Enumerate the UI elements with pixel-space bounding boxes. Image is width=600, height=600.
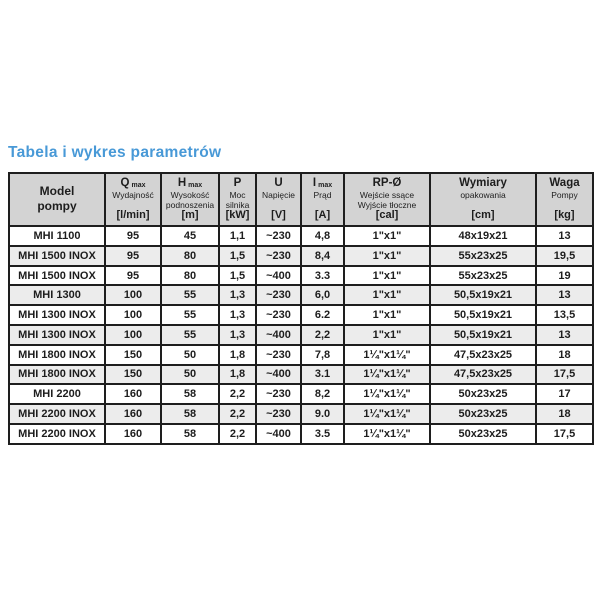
cell-dimensions: 50,5x19x21 — [430, 305, 536, 325]
header-q-unit: [l/min] — [116, 209, 150, 222]
cell-p: 2,2 — [219, 424, 256, 444]
header-p-unit: [kW] — [225, 209, 250, 222]
header-p-symbol: P — [233, 177, 242, 189]
column-header-h — [161, 173, 219, 226]
cell-rp: 1"x1" — [344, 246, 430, 266]
cell-i: 6,0 — [301, 285, 344, 305]
header-weight-unit: [kg] — [554, 209, 575, 222]
cell-dimensions: 48x19x21 — [430, 226, 536, 246]
cell-weight: 18 — [536, 404, 593, 424]
cell-model: MHI 1500 INOX — [9, 246, 105, 266]
cell-rp: 1"x1" — [344, 266, 430, 286]
cell-h: 55 — [161, 285, 219, 305]
cell-h: 55 — [161, 325, 219, 345]
cell-u: ~230 — [256, 345, 301, 365]
cell-weight: 13 — [536, 325, 593, 345]
header-dimensions-desc: opakowania — [460, 189, 506, 200]
cell-model: MHI 1500 INOX — [9, 266, 105, 286]
header-q-subscript: max — [131, 182, 146, 189]
table-row — [9, 384, 593, 404]
column-header-weight — [536, 173, 593, 226]
cell-model: MHI 1300 INOX — [9, 325, 105, 345]
header-h-desc1: Wysokość — [170, 189, 210, 200]
column-header-rp — [344, 173, 430, 226]
column-header-i — [301, 173, 344, 226]
table-row — [9, 246, 593, 266]
cell-dimensions: 55x23x25 — [430, 246, 536, 266]
cell-q: 150 — [105, 345, 161, 365]
column-header-u — [256, 173, 301, 226]
cell-rp: 1¼"x1¼" — [344, 404, 430, 424]
cell-q: 100 — [105, 285, 161, 305]
cell-i: 9.0 — [301, 404, 344, 424]
cell-i: 3.5 — [301, 424, 344, 444]
cell-dimensions: 50x23x25 — [430, 384, 536, 404]
cell-p: 1,1 — [219, 226, 256, 246]
cell-h: 50 — [161, 345, 219, 365]
cell-dimensions: 50,5x19x21 — [430, 325, 536, 345]
header-h-symbol: H — [177, 177, 187, 189]
header-u-desc: Napięcie — [261, 189, 296, 200]
cell-model: MHI 2200 — [9, 384, 105, 404]
header-model-line2: pompy — [37, 199, 77, 213]
header-q-symbol: Q — [120, 177, 130, 189]
header-i-desc: Prąd — [313, 189, 332, 200]
cell-p: 1,5 — [219, 266, 256, 286]
cell-dimensions: 50,5x19x21 — [430, 285, 536, 305]
cell-i: 7,8 — [301, 345, 344, 365]
cell-i: 3.3 — [301, 266, 344, 286]
cell-h: 80 — [161, 246, 219, 266]
cell-weight: 19,5 — [536, 246, 593, 266]
cell-i: 4,8 — [301, 226, 344, 246]
header-weight-symbol: Waga — [549, 177, 580, 189]
header-h-desc2: podnoszenia — [165, 199, 215, 210]
header-i-unit: [A] — [314, 209, 331, 222]
cell-u: ~230 — [256, 246, 301, 266]
cell-h: 45 — [161, 226, 219, 246]
header-rp-unit: [cal] — [375, 209, 399, 222]
cell-weight: 13,5 — [536, 305, 593, 325]
cell-dimensions: 47,5x23x25 — [430, 345, 536, 365]
cell-u: ~400 — [256, 325, 301, 345]
header-model-line1: Model — [39, 184, 75, 198]
column-header-q — [105, 173, 161, 226]
cell-i: 2,2 — [301, 325, 344, 345]
cell-model: MHI 2200 INOX — [9, 404, 105, 424]
header-p-desc2: silnika — [225, 199, 250, 210]
header-rp-desc1: Wejście ssące — [359, 189, 415, 200]
table-row — [9, 424, 593, 444]
table-row — [9, 305, 593, 325]
cell-i: 3.1 — [301, 365, 344, 385]
cell-h: 55 — [161, 305, 219, 325]
cell-u: ~230 — [256, 285, 301, 305]
cell-p: 2,2 — [219, 384, 256, 404]
cell-weight: 17 — [536, 384, 593, 404]
table-row — [9, 226, 593, 246]
header-weight-desc: Pompy — [551, 189, 578, 200]
cell-u: ~230 — [256, 384, 301, 404]
cell-i: 6.2 — [301, 305, 344, 325]
cell-rp: 1"x1" — [344, 285, 430, 305]
header-rp-symbol: RP-Ø — [372, 177, 402, 189]
cell-weight: 17,5 — [536, 365, 593, 385]
cell-h: 58 — [161, 384, 219, 404]
cell-weight: 13 — [536, 226, 593, 246]
cell-rp: 1"x1" — [344, 226, 430, 246]
table-row — [9, 266, 593, 286]
cell-u: ~230 — [256, 226, 301, 246]
table-row — [9, 365, 593, 385]
cell-p: 2,2 — [219, 404, 256, 424]
cell-model: MHI 2200 INOX — [9, 424, 105, 444]
cell-u: ~400 — [256, 365, 301, 385]
cell-p: 1,3 — [219, 285, 256, 305]
column-header-dimensions — [430, 173, 536, 226]
table-row — [9, 404, 593, 424]
cell-p: 1,8 — [219, 345, 256, 365]
cell-weight: 19 — [536, 266, 593, 286]
cell-weight: 17,5 — [536, 424, 593, 444]
header-dimensions-symbol: Wymiary — [459, 177, 507, 189]
cell-q: 100 — [105, 305, 161, 325]
cell-q: 95 — [105, 226, 161, 246]
cell-p: 1,5 — [219, 246, 256, 266]
cell-dimensions: 50x23x25 — [430, 404, 536, 424]
cell-p: 1,8 — [219, 365, 256, 385]
table-body — [9, 226, 593, 444]
cell-rp: 1¼"x1¼" — [344, 365, 430, 385]
cell-q: 100 — [105, 325, 161, 345]
cell-q: 95 — [105, 266, 161, 286]
cell-h: 58 — [161, 404, 219, 424]
cell-dimensions: 55x23x25 — [430, 266, 536, 286]
header-dimensions-unit: [cm] — [471, 209, 495, 222]
cell-rp: 1"x1" — [344, 305, 430, 325]
cell-rp: 1¼"x1¼" — [344, 384, 430, 404]
cell-dimensions: 47,5x23x25 — [430, 365, 536, 385]
table-row — [9, 285, 593, 305]
cell-h: 50 — [161, 365, 219, 385]
cell-model: MHI 1300 — [9, 285, 105, 305]
pump-parameters-table — [8, 172, 594, 445]
cell-weight: 18 — [536, 345, 593, 365]
cell-u: ~230 — [256, 404, 301, 424]
header-p-desc1: Moc — [229, 189, 246, 200]
cell-weight: 13 — [536, 285, 593, 305]
cell-h: 80 — [161, 266, 219, 286]
cell-i: 8,2 — [301, 384, 344, 404]
cell-q: 160 — [105, 424, 161, 444]
cell-model: MHI 1800 INOX — [9, 345, 105, 365]
table-row — [9, 325, 593, 345]
cell-rp: 1¼"x1¼" — [344, 424, 430, 444]
cell-q: 160 — [105, 384, 161, 404]
cell-u: ~400 — [256, 424, 301, 444]
cell-u: ~230 — [256, 305, 301, 325]
header-u-unit: [V] — [271, 209, 286, 222]
cell-dimensions: 50x23x25 — [430, 424, 536, 444]
header-q-desc: Wydajność — [112, 189, 154, 200]
table-row — [9, 345, 593, 365]
table-header — [9, 173, 593, 226]
cell-u: ~400 — [256, 266, 301, 286]
cell-rp: 1"x1" — [344, 325, 430, 345]
header-i-subscript: max — [318, 182, 333, 189]
cell-model: MHI 1100 — [9, 226, 105, 246]
cell-i: 8,4 — [301, 246, 344, 266]
header-i-symbol: I — [312, 177, 317, 189]
header-row — [9, 173, 593, 226]
header-rp-desc2: Wyjście tłoczne — [357, 199, 417, 210]
column-header-p — [219, 173, 256, 226]
cell-q: 150 — [105, 365, 161, 385]
header-h-subscript: max — [188, 182, 203, 189]
column-header-model — [9, 173, 105, 226]
cell-h: 58 — [161, 424, 219, 444]
cell-p: 1,3 — [219, 305, 256, 325]
header-u-symbol: U — [274, 177, 283, 189]
cell-model: MHI 1800 INOX — [9, 365, 105, 385]
header-h-unit: [m] — [181, 209, 199, 222]
cell-p: 1,3 — [219, 325, 256, 345]
cell-rp: 1¼"x1¼" — [344, 345, 430, 365]
cell-q: 95 — [105, 246, 161, 266]
cell-q: 160 — [105, 404, 161, 424]
page-title: Tabela i wykres parametrów — [8, 144, 222, 161]
cell-model: MHI 1300 INOX — [9, 305, 105, 325]
